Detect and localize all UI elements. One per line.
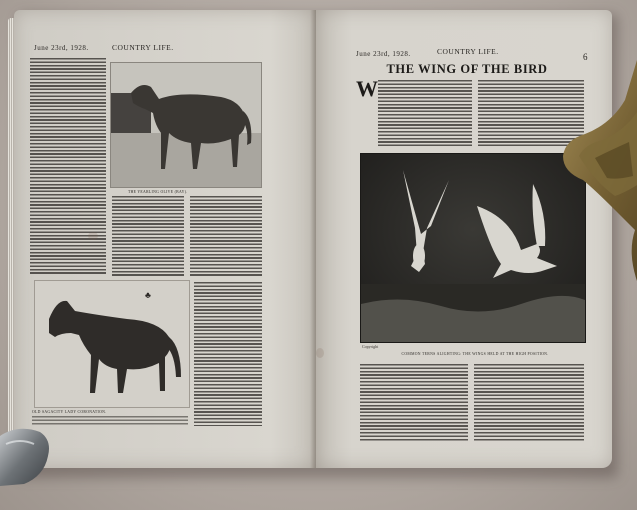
terns-in-flight-photo — [360, 153, 586, 343]
yearling-horse-photo — [110, 62, 262, 188]
terns-illustration — [361, 154, 585, 342]
horse-profile-illustration — [35, 281, 189, 407]
paper-stain — [316, 348, 324, 358]
right-page-date: June 23rd, 1928. — [356, 50, 411, 58]
left-page-text-column-4 — [194, 282, 262, 426]
terns-photo-caption: COMMON TERNS ALIGHTING: THE WINGS HELD AT THE HIGH POSITION. — [401, 352, 549, 356]
mare-horse-photo — [34, 280, 190, 408]
article-text-column-3 — [360, 364, 468, 442]
left-page-text-column-1 — [30, 58, 106, 274]
article-title: THE WING OF THE BIRD — [386, 62, 548, 76]
article-text-column-4 — [474, 364, 584, 442]
yearling-photo-caption: THE YEARLING OLIVE (BAY). — [128, 190, 188, 194]
metal-object — [0, 426, 52, 486]
mare-photo-caption-text — [32, 416, 188, 426]
horse-standing-illustration — [111, 63, 261, 187]
page-number-mark: 6 — [583, 52, 588, 62]
left-page-masthead: COUNTRY LIFE. — [112, 43, 174, 52]
paper-stain — [88, 232, 98, 240]
left-page-text-column-3 — [190, 196, 262, 276]
club-ornament-mark: ♣ — [145, 290, 151, 300]
brass-ornament-object — [555, 60, 637, 300]
mare-photo-caption: OLD SAGACITY LADY CORONATION. — [32, 410, 107, 414]
right-page-masthead: COUNTRY LIFE. — [437, 47, 499, 56]
article-text-column-1 — [378, 80, 472, 146]
photo-credit-left: Copyright — [362, 344, 379, 349]
left-page-text-column-2 — [112, 196, 184, 276]
article-drop-cap: W — [356, 76, 378, 101]
left-page-date: June 23rd, 1928. — [34, 44, 89, 52]
